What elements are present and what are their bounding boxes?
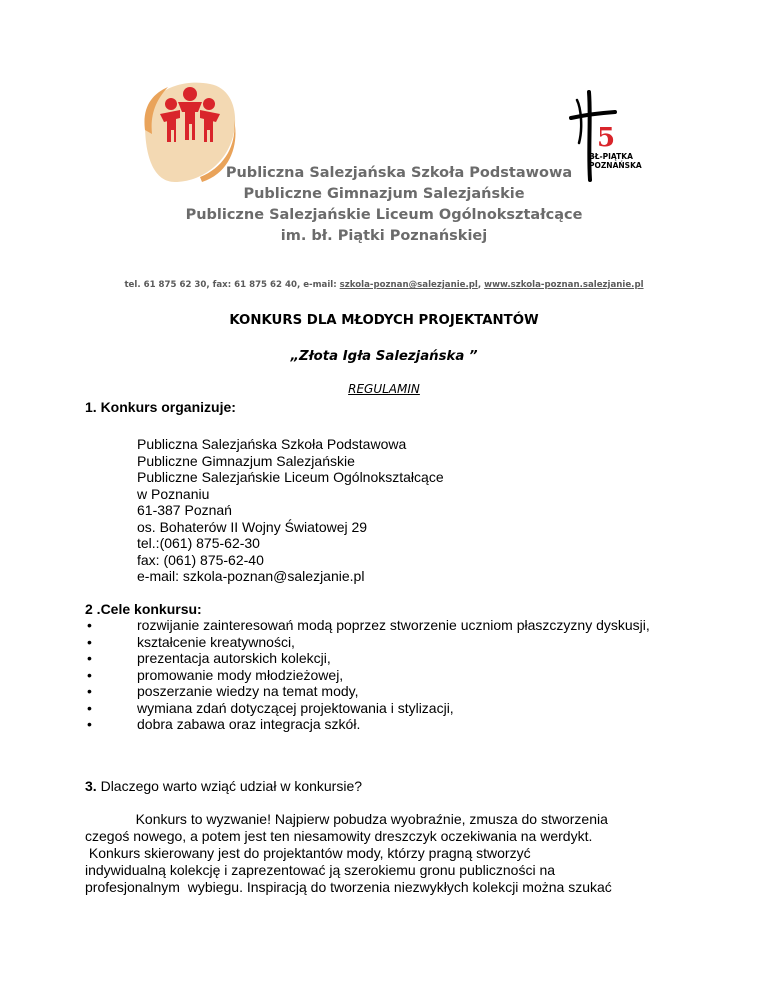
goal-text: dobra zabawa oraz integracja szkół. — [137, 716, 361, 732]
list-item — [85, 634, 685, 651]
bullet-icon: • — [87, 650, 92, 666]
document-subtitle: „Złota Igła Salezjańska ” — [290, 349, 478, 364]
school-names — [0, 163, 768, 247]
section3-heading — [85, 778, 362, 794]
organizer-line: fax: (061) 875-62-40 — [137, 551, 264, 568]
goal-text: rozwijanie zainteresowań modą poprzez stworzenie uczniom płaszczyzny dyskusji, — [137, 617, 650, 633]
list-item — [85, 667, 685, 684]
goal-text: prezentacja autorskich kolekcji, — [137, 650, 331, 666]
paragraph-line: profesjonalnym wybiegu. Inspiracją do tworzenia niezwykłych kolekcji można szukać — [85, 879, 612, 895]
contact-prefix: tel. 61 875 62 30, fax: 61 875 62 40, e-mail: — [124, 280, 340, 290]
school-name-1: Publiczne Gimnazjum Salezjańskie — [243, 186, 525, 202]
section3-text: Dlaczego warto wziąć udział w konkursie? — [96, 778, 363, 794]
organizer-line: os. Bohaterów II Wojny Światowej 29 — [137, 518, 368, 535]
paragraph-line: Konkurs to wyzwanie! Najpierw pobudza wyobraźnie, zmusza do stworzenia — [85, 811, 608, 827]
list-item — [85, 700, 685, 717]
section3-number: 3. — [85, 778, 97, 794]
list-item — [85, 716, 685, 733]
organizer-line: 61-387 Poznań — [137, 502, 232, 518]
goal-text: kształcenie kreatywności, — [137, 633, 295, 650]
organizer-line: Publiczne Gimnazjum Salezjańskie — [137, 452, 355, 469]
bullet-icon: • — [87, 716, 92, 732]
school-name-3: im. bł. Piątki Poznańskiej — [280, 228, 488, 244]
document-title: KONKURS DLA MŁODYCH PROJEKTANTÓW — [229, 313, 539, 328]
school-name-0: Publiczna Salezjańska Szkoła Podstawowa — [225, 165, 573, 181]
bullet-icon: • — [87, 683, 92, 699]
bullet-icon: • — [87, 699, 92, 716]
organizer-line: Publiczne Salezjańskie Liceum Ogólnokształcące — [137, 469, 444, 485]
paragraph-line: czegoś nowego, a potem jest ten niesamowity dreszczyk oczekiwania na werdykt. — [85, 828, 593, 844]
goal-text: poszerzanie wiedzy na temat mody, — [137, 683, 359, 699]
organizer-line: Publiczna Salezjańska Szkoła Podstawowa — [137, 436, 407, 452]
paragraph-line: indywidualną kolekcję i zaprezentować ją szerokiemu gronu publiczności na — [85, 862, 556, 878]
school-name-2: Publiczne Salezjańskie Liceum Ogólnokształcące — [185, 207, 583, 223]
regulamin-heading: REGULAMIN — [348, 382, 420, 396]
contact-separator: , — [477, 280, 485, 290]
organizer-line: tel.:(061) 875-62-30 — [137, 535, 260, 551]
goals-list — [85, 617, 685, 733]
contact-www-link[interactable]: www.szkola-poznan.salezjanie.pl — [484, 280, 644, 290]
section2-heading: 2 .Cele konkursu: — [85, 601, 202, 617]
logo-text-line1: BŁ-PIĄTKA — [589, 152, 633, 161]
goal-text: promowanie mody młodzieżowej, — [137, 666, 344, 683]
logo-text-line2: POZNAŃSKA — [589, 161, 642, 170]
organizer-line: w Poznaniu — [137, 485, 210, 502]
list-item — [85, 617, 685, 634]
list-item — [85, 650, 685, 667]
section1-heading: 1. Konkurs organizuje: — [85, 399, 236, 415]
list-item — [85, 683, 685, 700]
organizer-address — [137, 436, 444, 585]
bullet-icon: • — [87, 666, 92, 683]
bullet-icon: • — [87, 633, 92, 650]
contact-email-link[interactable]: szkola-poznan@salezjanie.pl — [339, 280, 478, 290]
bullet-icon: • — [87, 617, 92, 633]
goal-text: wymiana zdań dotyczącej projektowania i stylizacji, — [137, 699, 454, 716]
svg-text:5: 5 — [597, 123, 616, 153]
section3-paragraph — [85, 811, 695, 896]
contact-line — [0, 280, 768, 290]
paragraph-line: Konkurs skierowany jest do projektantów mody, którzy pragną stworzyć — [85, 845, 531, 861]
organizer-line: e-mail: szkola-poznan@salezjanie.pl — [137, 568, 365, 584]
